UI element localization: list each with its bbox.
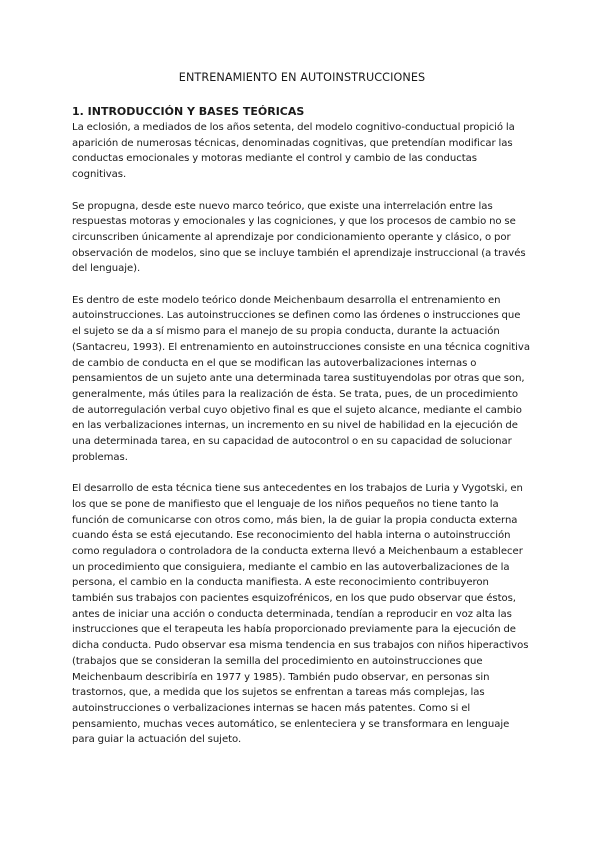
paragraph-1: La eclosión, a mediados de los años setenta, del modelo cognitivo-conductual propició la aparición de numerosas técnicas, denominadas cognitivas, que pretendían modificar las conductas emocionales y motoras mediante el control y cambio de las conductas cognitivas. [72, 122, 515, 181]
section-heading: 1. INTRODUCCIÓN Y BASES TEÓRICAS [72, 105, 305, 118]
paragraph-4: El desarrollo de esta técnica tiene sus antecedentes en los trabajos de Luria y Vygotski, en los que se pone de manifiesto que el lenguaje de los niños pequeños no tiene tanto la función de comunicarse con otros como, más bien, la de guiar la propia conducta externa cuando ésta se está ejecutando. Ese reconocimiento del habla interna o autoinstrucción como reguladora o controladora de la conducta externa llevó a Meichenbaum a establecer un procedimiento que consiguiera, mediante el cambio en las autoverbalizaciones de la persona, el cambio en la conducta manifiesta. A este reconocimiento contribuyeron también sus trabajos con pacientes esquizofrénicos, en los que pudo observar que éstos, antes de iniciar una acción o conducta determinada, tendían a reproducir en voz alta las instrucciones que el terapeuta les había proporcionado previamente para la ejecución de dicha conducta. Pudo observar esa misma tendencia en sus trabajos con niños hiperactivos (trabajos que se consideran la semilla del procedimiento en autoinstrucciones que Meichenbaum describiría en 1977 y 1985). También pudo observar, en personas sin trastornos, que, a medida que los sujetos se enfrentan a tareas más complejas, las autoinstrucciones o verbalizaciones internas se hacen más patentes. Como si el pensamiento, muchas veces automático, se enlenteciera y se transformara en lenguaje para guiar la actuación del sujeto. [72, 483, 529, 746]
paragraph-2: Se propugna, desde este nuevo marco teórico, que existe una interrelación entre las respuestas motoras y emocionales y las cogniciones, y que los procesos de cambio no se circunscriben únicamente al aprendizaje por condicionamiento operante y clásico, o por observación de modelos, sino que se incluye también el aprendizaje instruccional (a través del lenguaje). [72, 200, 526, 275]
document-page [72, 70, 532, 764]
document-title: ENTRENAMIENTO EN AUTOINSTRUCCIONES [178, 71, 426, 84]
paragraph-3: Es dentro de este modelo teórico donde Meichenbaum desarrolla el entrenamiento en autoinstrucciones. Las autoinstrucciones se definen como las órdenes o instrucciones que el sujeto se da a sí mismo para el manejo de su propia conducta, durante la actuación (Santacreu, 1993). El entrenamiento en autoinstrucciones consiste en una técnica cognitiva de cambio de conducta en el que se modifican las autoverbalizaciones internas o pensamientos de un sujeto ante una determinada tarea sustituyendolas por otras que son, generalmente, más útiles para la realización de ésta. Se trata, pues, de un procedimiento de autorregulación verbal cuyo objetivo final es que el sujeto alcance, mediante el cambio en las verbalizaciones internas, un incremento en su nivel de habilidad en la ejecución de una determinada tarea, en su capacidad de autocontrol o en su capacidad de solucionar problemas. [72, 294, 530, 463]
